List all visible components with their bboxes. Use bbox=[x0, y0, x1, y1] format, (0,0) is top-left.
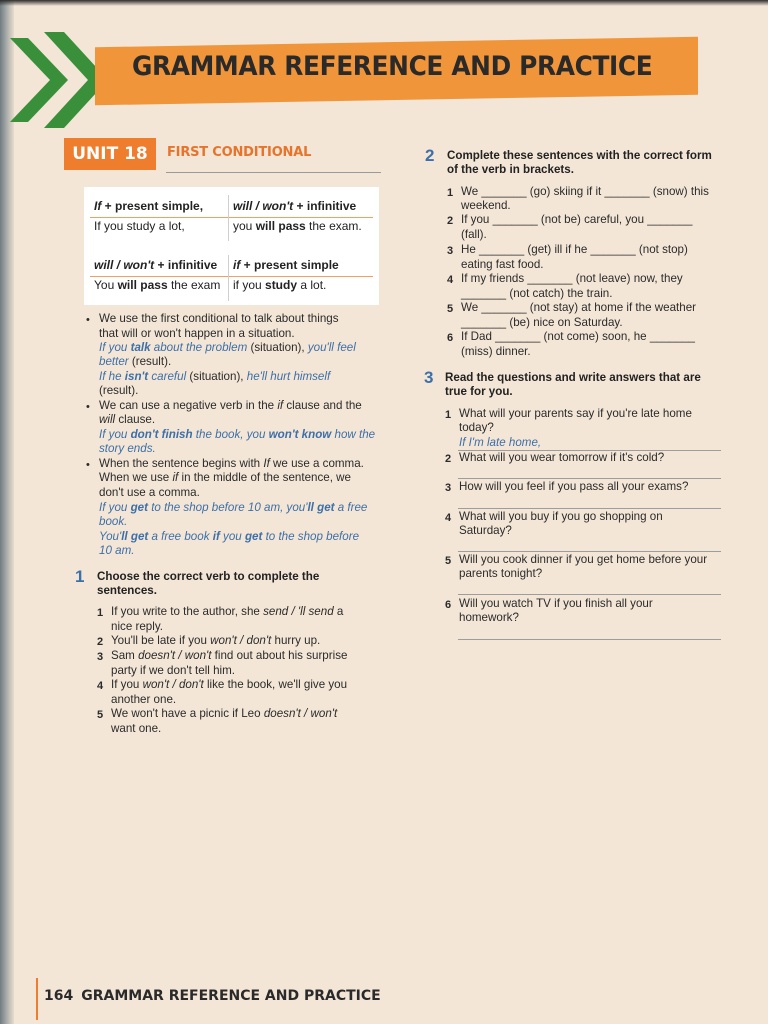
question-text: Will you cook dinner if you get home before your bbox=[459, 553, 708, 566]
example-text bbox=[99, 501, 367, 516]
item-number: 2 bbox=[97, 636, 104, 648]
list-item: If my friends _______ (not leave) now, they bbox=[461, 272, 683, 285]
plain: (situation), bbox=[247, 341, 308, 354]
table-header bbox=[233, 199, 356, 213]
item-number: 4 bbox=[97, 680, 104, 692]
list-item bbox=[111, 605, 343, 620]
page-edge bbox=[0, 0, 14, 1024]
exercise-instruction: true for you. bbox=[445, 385, 513, 398]
cell-text: a lot. bbox=[297, 278, 327, 292]
note-text bbox=[99, 399, 362, 414]
page-number: 164 bbox=[44, 988, 74, 1004]
divider bbox=[90, 217, 373, 218]
bullet-icon: • bbox=[86, 459, 90, 471]
note-text bbox=[99, 413, 155, 428]
footer-accent bbox=[36, 978, 38, 1020]
list-item: We _______ (go) skiing if it _______ (snow) this bbox=[461, 185, 709, 198]
plain: clause and the bbox=[283, 399, 362, 412]
note-text: that will or won't happen in a situation. bbox=[99, 327, 295, 340]
choice-text[interactable]: won't / don't bbox=[210, 634, 272, 647]
choice-text[interactable]: doesn't / won't bbox=[138, 649, 212, 662]
cell-bold: study bbox=[265, 278, 298, 292]
exercise-instruction: Read the questions and write answers that are bbox=[445, 371, 701, 384]
ex: better bbox=[99, 355, 129, 368]
question-text: Will you watch TV if you finish all your bbox=[459, 597, 653, 610]
ex: If you bbox=[99, 341, 131, 354]
plain: (result). bbox=[128, 355, 172, 368]
exercise-instruction: Choose the correct verb to complete the bbox=[97, 570, 320, 583]
item-number: 6 bbox=[445, 599, 452, 611]
plain: When the sentence begins with bbox=[99, 457, 264, 470]
list-item bbox=[111, 634, 320, 649]
choice-text[interactable]: won't / don't bbox=[142, 678, 204, 691]
question-text: What will you wear tomorrow if it's cold? bbox=[459, 451, 665, 464]
page-footer bbox=[44, 988, 381, 1004]
example-text bbox=[99, 530, 359, 545]
answer-example: If I'm late home, bbox=[459, 436, 542, 449]
cell-bold: will pass bbox=[117, 278, 168, 292]
list-item: want one. bbox=[111, 722, 162, 735]
bullet-icon: • bbox=[86, 401, 90, 413]
ex: to the shop before bbox=[262, 530, 360, 543]
list-item: _______ (not catch) the train. bbox=[461, 287, 613, 300]
cell-text: you bbox=[233, 219, 256, 233]
ex: the book, you bbox=[192, 428, 269, 441]
italic: if bbox=[172, 471, 179, 484]
table-header bbox=[94, 258, 217, 272]
question-text: today? bbox=[459, 421, 494, 434]
ex: he'll hurt bbox=[246, 370, 291, 383]
table-cell bbox=[233, 278, 326, 292]
plain: Sam bbox=[111, 649, 139, 662]
ex: about the problem bbox=[150, 341, 248, 354]
italic: will bbox=[99, 413, 116, 426]
list-item bbox=[111, 649, 347, 664]
answer-line[interactable] bbox=[458, 594, 721, 595]
ex: a free bbox=[334, 501, 368, 514]
plain: We can use a negative verb in the bbox=[99, 399, 278, 412]
ex-bold: ll get bbox=[307, 501, 335, 514]
ex-bold: don't finish bbox=[130, 428, 193, 441]
italic: If bbox=[263, 457, 270, 470]
ex: to the shop before 10 am, you' bbox=[147, 501, 308, 514]
note-text: We use the first conditional to talk about things bbox=[99, 312, 339, 325]
list-item: We _______ (not stay) at home if the weather bbox=[461, 301, 697, 314]
divider bbox=[166, 172, 381, 173]
plain: find out about his surprise bbox=[211, 649, 348, 662]
question-text: parents tonight? bbox=[459, 567, 543, 580]
ex: a free book bbox=[148, 530, 213, 543]
bullet-icon: • bbox=[86, 314, 90, 326]
ex-bold: isn't bbox=[124, 370, 149, 383]
list-item: party if we don't tell him. bbox=[111, 664, 235, 677]
ex-bold: won't know bbox=[268, 428, 332, 441]
plain: If you write to the author, she bbox=[111, 605, 264, 618]
table-header-rest: + present simple, bbox=[101, 199, 204, 213]
list-item: If you _______ (not be) careful, you _______ bbox=[461, 213, 693, 226]
ex: If you bbox=[99, 501, 131, 514]
item-number: 3 bbox=[447, 245, 454, 257]
answer-line[interactable] bbox=[458, 639, 721, 640]
exercise-number: 2 bbox=[425, 146, 435, 165]
table-header-rest: + infinitive bbox=[154, 258, 218, 272]
divider bbox=[228, 195, 229, 241]
exercise-instruction: sentences. bbox=[97, 584, 157, 597]
list-item bbox=[111, 678, 347, 693]
choice-text[interactable]: send / 'll send bbox=[263, 605, 334, 618]
item-number: 4 bbox=[447, 274, 454, 286]
ex-bold: ll get bbox=[121, 530, 149, 543]
question-text: Saturday? bbox=[459, 524, 512, 537]
exercise-instruction: of the verb in brackets. bbox=[447, 163, 574, 176]
ex-bold: get bbox=[130, 501, 148, 514]
table-cell bbox=[233, 219, 362, 233]
note-text bbox=[99, 457, 364, 472]
plain: in the middle of the sentence, we bbox=[178, 471, 351, 484]
ex: If you bbox=[99, 428, 131, 441]
exercise-instruction: Complete these sentences with the correct form bbox=[447, 149, 712, 162]
cell-text: if you bbox=[233, 278, 266, 292]
example-text bbox=[99, 370, 330, 385]
italic: if bbox=[277, 399, 284, 412]
footer-title: GRAMMAR REFERENCE AND PRACTICE bbox=[81, 988, 381, 1004]
unit-tag: UNIT 18 bbox=[64, 138, 156, 170]
exercise-number: 3 bbox=[424, 368, 434, 387]
table-header bbox=[233, 258, 339, 272]
table-header-keyword: will / won't bbox=[233, 199, 294, 213]
table-cell: If you study a lot, bbox=[94, 219, 185, 233]
item-number: 2 bbox=[445, 453, 452, 465]
plain: (situation), bbox=[186, 370, 247, 383]
ex: you bbox=[219, 530, 245, 543]
table-header-keyword: will / won't bbox=[94, 258, 155, 272]
cell-text: You bbox=[94, 278, 118, 292]
list-item: If Dad _______ (not come) soon, he _______ bbox=[461, 330, 695, 343]
question-text: What will your parents say if you're late home bbox=[459, 407, 692, 420]
divider bbox=[90, 276, 373, 277]
question-text: What will you buy if you go shopping on bbox=[459, 510, 663, 523]
list-item: nice reply. bbox=[111, 620, 163, 633]
item-number: 6 bbox=[447, 332, 454, 344]
table-header-rest: + infinitive bbox=[293, 199, 357, 213]
item-number: 5 bbox=[447, 303, 454, 315]
ex-bold: if bbox=[212, 530, 220, 543]
item-number: 4 bbox=[445, 512, 452, 524]
list-item bbox=[111, 707, 337, 722]
item-number: 2 bbox=[447, 215, 454, 227]
top-shadow bbox=[0, 0, 768, 6]
answer-line[interactable] bbox=[458, 508, 721, 509]
choice-text[interactable]: doesn't / won't bbox=[263, 707, 338, 720]
example-text bbox=[99, 355, 171, 370]
item-number: 3 bbox=[97, 651, 104, 663]
note-text: (result). bbox=[99, 384, 139, 397]
ex: himself bbox=[290, 370, 331, 383]
plain: a bbox=[333, 605, 344, 618]
item-number: 5 bbox=[97, 709, 104, 721]
note-text bbox=[99, 471, 351, 486]
plain: hurry up. bbox=[271, 634, 321, 647]
plain: You'll be late if you bbox=[111, 634, 211, 647]
item-number: 1 bbox=[97, 607, 104, 619]
example-text bbox=[99, 341, 356, 356]
list-item: eating fast food. bbox=[461, 258, 544, 271]
plain: We won't have a picnic if Leo bbox=[111, 707, 264, 720]
ex: you'll feel bbox=[307, 341, 356, 354]
exercise-number: 1 bbox=[75, 567, 85, 586]
list-item: He _______ (get) ill if he _______ (not stop) bbox=[461, 243, 688, 256]
ex: careful bbox=[148, 370, 187, 383]
example-text: 10 am. bbox=[99, 544, 135, 557]
table-header-keyword: if bbox=[233, 258, 241, 272]
item-number: 3 bbox=[445, 482, 452, 494]
table-header-rest: + present simple bbox=[240, 258, 339, 272]
answer-line[interactable] bbox=[458, 478, 721, 479]
ex: how the bbox=[331, 428, 376, 441]
unit-title: FIRST CONDITIONAL bbox=[167, 145, 312, 160]
note-text: don't use a comma. bbox=[99, 486, 200, 499]
plain: clause. bbox=[115, 413, 156, 426]
ex-bold: get bbox=[244, 530, 263, 543]
cell-text: the exam bbox=[167, 278, 221, 292]
list-item: _______ (be) nice on Saturday. bbox=[461, 316, 623, 329]
ex-bold: talk bbox=[130, 341, 151, 354]
page-title: GRAMMAR REFERENCE AND PRACTICE bbox=[132, 51, 653, 82]
item-number: 5 bbox=[445, 555, 452, 567]
example-text bbox=[99, 428, 375, 443]
answer-line[interactable] bbox=[458, 551, 721, 552]
grammar-table bbox=[84, 187, 379, 305]
plain: we use a comma. bbox=[269, 457, 364, 470]
cell-bold: will pass bbox=[255, 219, 306, 233]
table-header bbox=[94, 199, 203, 213]
item-number: 1 bbox=[445, 409, 452, 421]
list-item: (fall). bbox=[461, 228, 487, 241]
list-item: weekend. bbox=[461, 199, 511, 212]
ex: If he bbox=[99, 370, 125, 383]
list-item: another one. bbox=[111, 693, 177, 706]
plain: If you bbox=[111, 678, 143, 691]
cell-text: the exam. bbox=[305, 219, 362, 233]
divider bbox=[228, 255, 229, 301]
example-text: book. bbox=[99, 515, 128, 528]
question-text: How will you feel if you pass all your exams? bbox=[459, 480, 689, 493]
plain: like the book, we'll give you bbox=[203, 678, 348, 691]
question-text: homework? bbox=[459, 611, 519, 624]
plain: When we use bbox=[99, 471, 173, 484]
list-item: (miss) dinner. bbox=[461, 345, 531, 358]
item-number: 1 bbox=[447, 187, 454, 199]
ex: You' bbox=[99, 530, 122, 543]
example-text: story ends. bbox=[99, 442, 156, 455]
table-cell bbox=[94, 278, 220, 292]
table-header-keyword: If bbox=[94, 199, 102, 213]
